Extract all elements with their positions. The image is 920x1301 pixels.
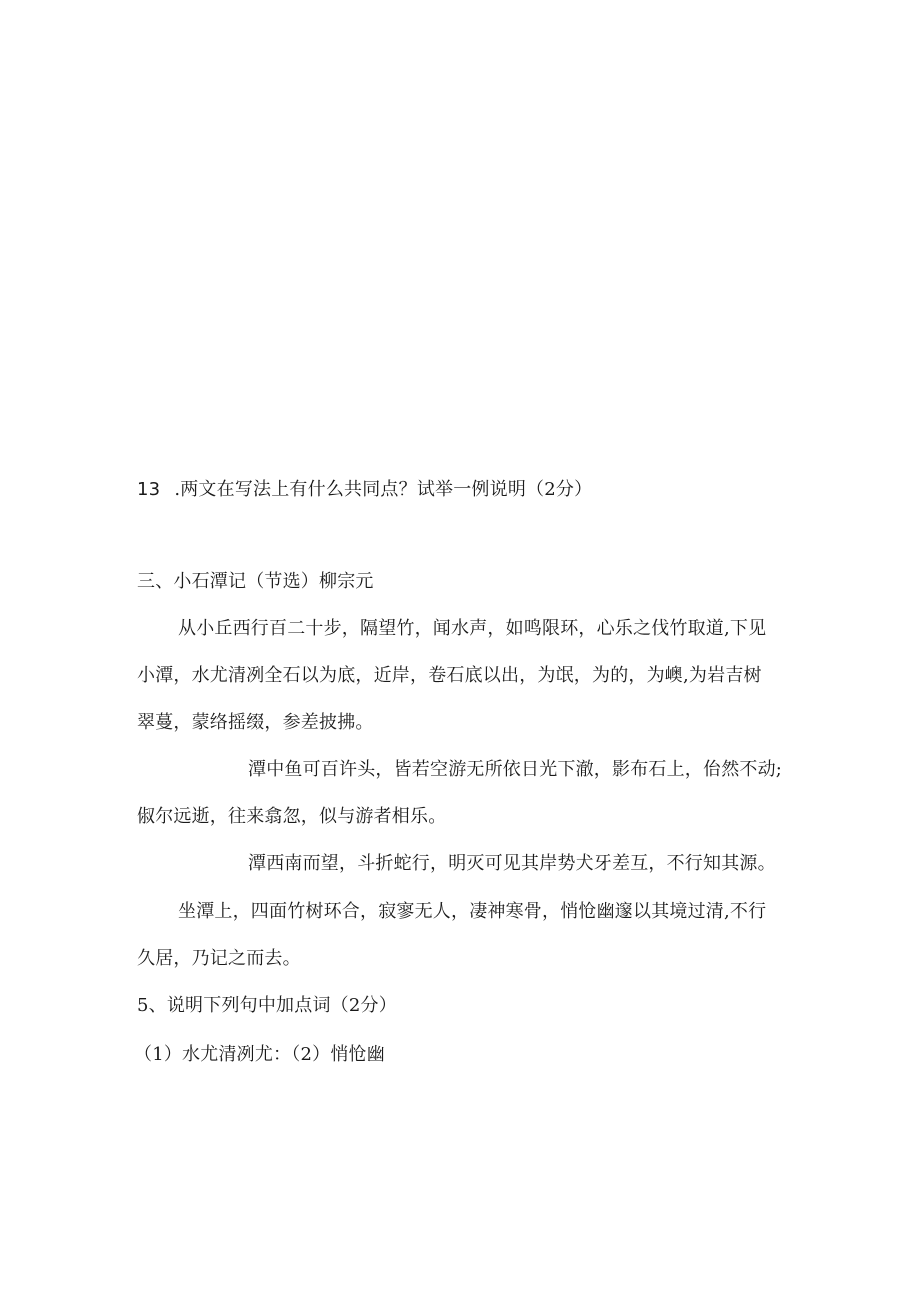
question-5-item-1: （1）水尤清冽尤： (134, 1044, 292, 1065)
section-3-heading: 三、小石潭记（节选）柳宗元 (137, 571, 374, 592)
question-5-item-2: （2）悄怆幽 (291, 1044, 385, 1065)
passage-paragraph-1-line-1: 从小丘西行百二十步，隔望竹，闻水声，如鸣限环，心乐之伐竹取道,下见 (178, 618, 767, 639)
question-13-text: .两文在写法上有什么共同点？试举一例说明（2分） (174, 479, 593, 500)
passage-paragraph-3-line-1: 潭西南而望，斗折蛇行，明灭可见其岸势犬牙差互，不行知其源。 (248, 853, 776, 874)
passage-paragraph-1-line-3: 翠蔓，蒙络摇缀，参差披拂。 (137, 712, 374, 733)
question-5-items (134, 1043, 385, 1067)
passage-paragraph-4-line-1: 坐潭上，四面竹树环合，寂寥无人，凄神寒骨，悄怆幽邃以其境过清,不行 (178, 901, 767, 922)
question-13-number: 13 (137, 479, 161, 500)
passage-paragraph-2-line-1: 潭中鱼可百许头，皆若空游无所依日光下澈，影布石上，佁然不动; (248, 759, 783, 780)
question-5: 5、说明下列句中加点词（2分） (137, 995, 397, 1016)
passage-paragraph-1-line-2: 小潭，水尤清冽全石以为底，近岸，卷石底以出，为氓，为的，为㠗,为岩吉树 (137, 665, 762, 686)
passage-paragraph-2-line-2: 俶尔远逝，往来翕忽，似与游者相乐。 (137, 806, 447, 827)
passage-paragraph-4-line-2: 久居，乃记之而去。 (137, 948, 301, 969)
question-13 (137, 478, 592, 502)
